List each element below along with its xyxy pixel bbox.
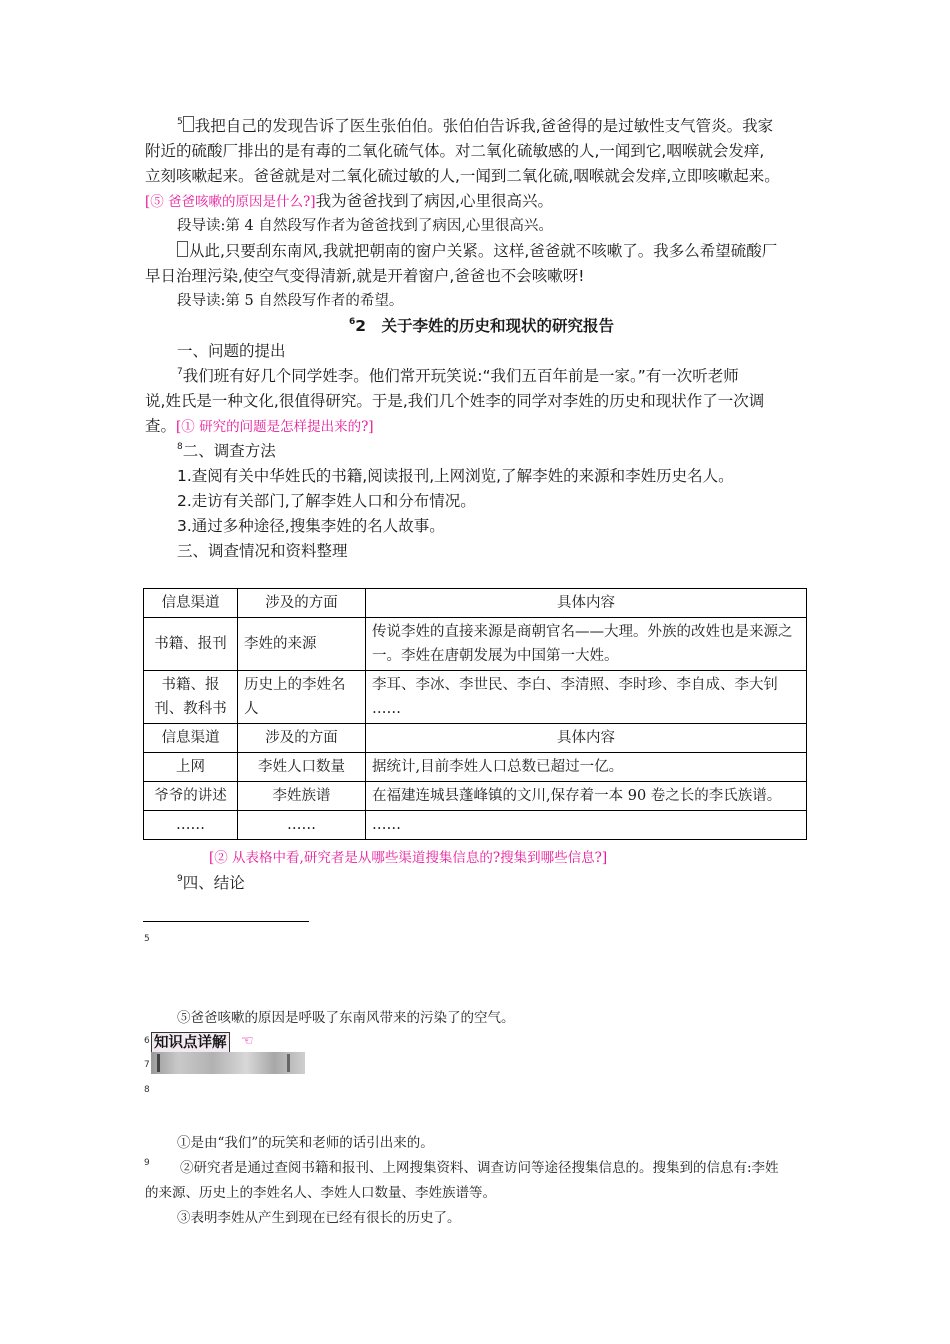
footnote-number-5: 5 [144,934,150,944]
table-header-cell: 信息渠道 [144,589,238,618]
table-header-cell: 涉及的方面 [238,724,366,753]
answer-5: ⑤爸爸咳嗽的原因是呼吸了东南风带来的污染了的空气。 [177,1010,515,1026]
footnote-ref-6: 6 [349,317,356,327]
para7-line3: 查。[① 研究的问题是怎样提出来的?] [145,417,374,435]
knowledge-point-label: 知识点详解 [151,1032,230,1054]
table-cell: …… [238,811,366,840]
table-row [144,753,807,782]
table-row [144,589,807,618]
para5-line2: 附近的硫酸厂排出的是有毒的二氧化硫气体。对二氧化硫敏感的人,一闻到它,咽喉就会发痒, [145,142,765,160]
missing-glyph-box [177,241,188,257]
scanned-image-strip [151,1052,305,1074]
question-2: [② 从表格中看,研究者是从哪些渠道搜集信息的?搜集到哪些信息?] [209,850,608,866]
para7-line2: 说,姓氏是一种文化,很值得研究。于是,我们几个姓李的同学对李姓的历史和现状作了一次调 [145,392,765,410]
method-3: 3.通过多种途径,搜集李姓的名人故事。 [177,517,445,535]
table-cell: 李姓的来源 [238,618,366,671]
hand-pointer-icon: ☜ [241,1033,254,1049]
table-cell: 李姓族谱 [238,782,366,811]
table-cell: 传说李姓的直接来源是商朝官名——大理。外族的改姓也是来源之一。李姓在唐朝发展为中国第一大姓。 [366,618,807,671]
table-cell: 据统计,目前李姓人口总数已超过一亿。 [366,753,807,782]
table-cell: 历史上的李姓名人 [238,671,366,724]
table-cell: 书籍、报刊、教科书 [144,671,238,724]
para6-line1: 从此,只要刮东南风,我就把朝南的窗户关紧。这样,爸爸就不咳嗽了。我多么希望硫酸厂 [177,239,777,264]
method-1: 1.查阅有关中华姓氏的书籍,阅读报刊,上网浏览,了解李姓的来源和李姓历史名人。 [177,467,734,485]
table-cell: 李耳、李冰、李世民、李白、李清照、李时珍、李自成、李大钊 …… [366,671,807,724]
table-header-cell: 具体内容 [366,724,807,753]
missing-glyph-box [183,116,194,132]
table-cell: 在福建连城县蓬峰镇的文川,保存着一本 90 卷之长的李氏族谱。 [366,782,807,811]
para6-line2: 早日治理污染,使空气变得清新,就是开着窗户,爸爸也不会咳嗽呀! [145,267,585,285]
para7-line1: $^7$我们班有好几个同学姓李。他们常开玩笑说:“我们五百年前是一家。”有一次听老师 [177,367,739,385]
footnote-ref-5: 5 [177,117,183,127]
table-cell: …… [366,811,807,840]
table-row [144,671,807,724]
para5-line1: $^5$ 我把自己的发现告诉了医生张伯伯。张伯伯告诉我,爸爸得的是过敏性支气管炎。我家 [177,117,774,135]
footnote-ref-9: 9 [177,874,183,884]
section-2-heading: $^8$二、调查方法 [177,442,276,460]
guide-para5: 段导读:第 5 自然段写作者的希望。 [177,293,404,309]
footnote-number-9: 9 [144,1158,150,1168]
section-1-heading: 一、问题的提出 [177,342,286,360]
footnote-ref-8: 8 [177,442,183,452]
answer-3: ③表明李姓从产生到现在已经有很长的历史了。 [177,1210,461,1226]
table-cell: 书籍、报刊 [144,618,238,671]
table-header-cell: 信息渠道 [144,724,238,753]
table-row [144,724,807,753]
answer-2-line1: ②研究者是通过查阅书籍和报刊、上网搜集资料、调查访问等途径搜集信息的。搜集到的信息有:李姓 [180,1160,779,1176]
footnote-ref-7: 7 [177,367,183,377]
para5-line3: 立刻咳嗽起来。爸爸就是对二氧化硫过敏的人,一闻到二氧化硫,咽喉就会发痒,立即咳嗽起来。 [145,167,780,185]
para5-line4: [⑤ 爸爸咳嗽的原因是什么?]我为爸爸找到了病因,心里很高兴。 [145,192,553,210]
question-1: [① 研究的问题是怎样提出来的?] [176,419,374,435]
section-4-heading: $^9$四、结论 [177,874,245,892]
table-header-cell: 涉及的方面 [238,589,366,618]
footnote-separator [143,921,309,922]
question-5: [⑤ 爸爸咳嗽的原因是什么?] [145,194,316,210]
footnote-number-6: 6 [144,1036,150,1046]
report-title: $^6$2 关于李姓的历史和现状的研究报告 [349,317,615,335]
table-row [144,618,807,671]
survey-table [143,588,807,840]
table-cell: 上网 [144,753,238,782]
answer-2-line2: 的来源、历史上的李姓名人、李姓人口数量、李姓族谱等。 [145,1185,496,1201]
method-2: 2.走访有关部门,了解李姓人口和分布情况。 [177,492,476,510]
guide-para4: 段导读:第 4 自然段写作者为爸爸找到了病因,心里很高兴。 [177,218,553,234]
table-row [144,782,807,811]
table-header-cell: 具体内容 [366,589,807,618]
footnote-number-8: 8 [144,1085,150,1095]
footnote-number-7: 7 [144,1060,150,1070]
answer-1: ①是由“我们”的玩笑和老师的话引出来的。 [177,1135,434,1151]
table-cell: 爷爷的讲述 [144,782,238,811]
table-cell: …… [144,811,238,840]
section-3-heading: 三、调查情况和资料整理 [177,542,348,560]
table-cell: 李姓人口数量 [238,753,366,782]
table-row [144,811,807,840]
